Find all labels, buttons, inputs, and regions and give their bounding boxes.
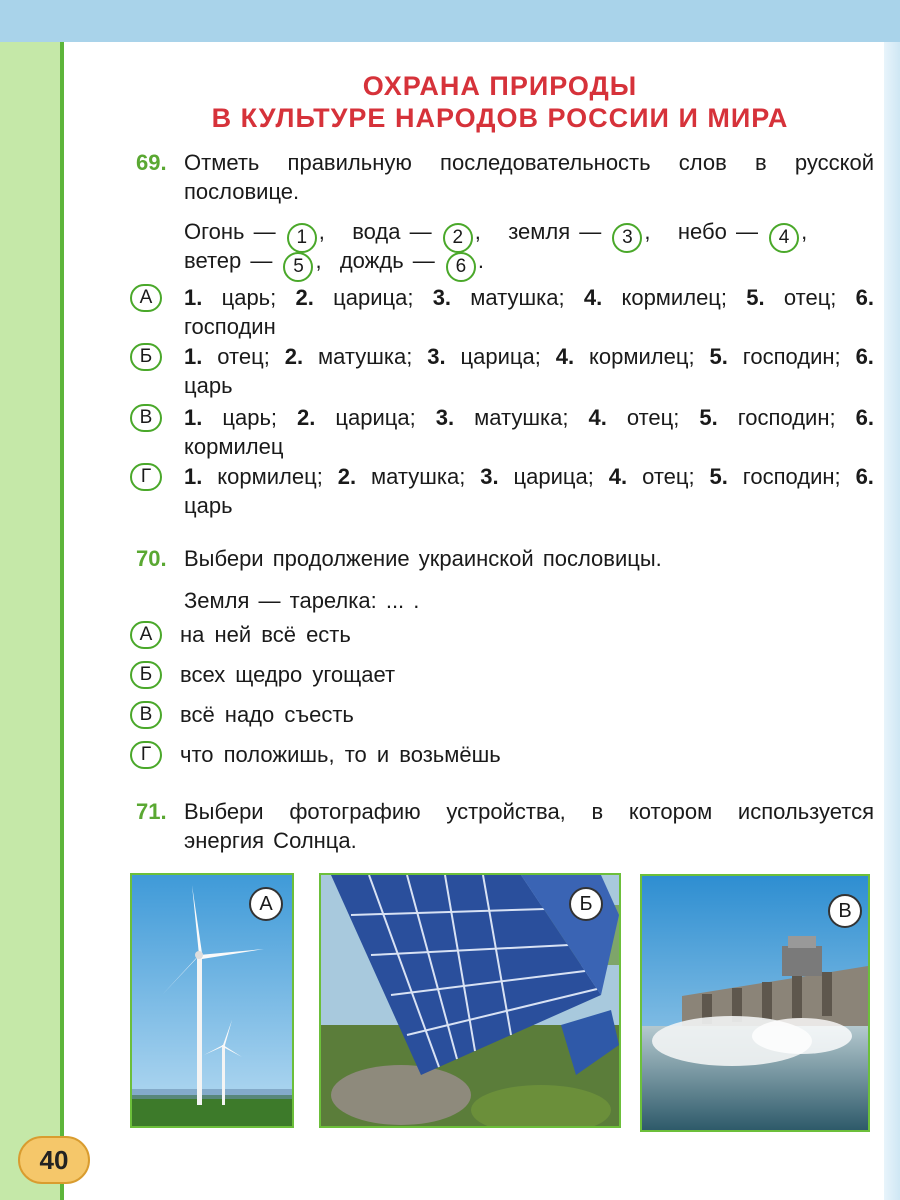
page-title <box>140 70 860 134</box>
number-circle: 4 <box>769 223 799 253</box>
option-letter[interactable]: Б <box>130 343 162 371</box>
page-title-line1: ОХРАНА ПРИРОДЫ <box>362 71 638 101</box>
proverb-70: Земля — тарелка: ... . <box>184 588 420 613</box>
number-circle: 5 <box>283 252 313 282</box>
sep: , <box>474 219 481 244</box>
option-letter[interactable]: А <box>130 621 162 649</box>
photo-solar-panels[interactable] <box>319 873 621 1128</box>
page-number: 40 <box>18 1136 90 1184</box>
option-letter[interactable]: Б <box>130 661 162 689</box>
sep: , <box>644 219 651 244</box>
right-margin-strip <box>884 42 900 1200</box>
task-number: 71. <box>136 799 167 824</box>
photo-label: В <box>828 894 862 928</box>
proverb-word: вода — <box>352 219 432 244</box>
photo-wind-turbines[interactable] <box>130 873 294 1128</box>
option-letter[interactable]: Г <box>130 741 162 769</box>
photo-label: А <box>249 887 283 921</box>
task-text: Выбери фотографию устройства, в котором используется энергия Солнца. <box>184 799 874 853</box>
proverb-word: Огонь — <box>184 219 276 244</box>
sep: , <box>318 219 325 244</box>
option-letter[interactable]: Г <box>130 463 162 491</box>
option-text: 1. отец; 2. матушка; 3. царица; 4. кормилец; 5. господин; 6. царь <box>184 344 874 398</box>
option-letter[interactable]: В <box>130 701 162 729</box>
top-band <box>0 0 900 42</box>
left-margin-strip <box>0 42 60 1200</box>
task-text: Выбери продолжение украинской пословицы. <box>184 546 662 571</box>
option-text: что положишь, то и возьмёшь <box>180 742 501 767</box>
option-letter[interactable]: В <box>130 404 162 432</box>
sep: , <box>315 248 322 273</box>
margin-line <box>60 42 64 1200</box>
number-circle: 6 <box>446 252 476 282</box>
task-text: Отметь правильную последовательность слов в русской пословице. <box>184 150 874 204</box>
option-text: 1. кормилец; 2. матушка; 3. царица; 4. отец; 5. господин; 6. царь <box>184 464 874 518</box>
proverb-69-line2 <box>184 246 484 282</box>
proverb-word: ветер — <box>184 248 273 273</box>
sep: , <box>801 219 808 244</box>
task-number: 70. <box>136 546 167 571</box>
task-number: 69. <box>136 150 167 175</box>
photo-hydroelectric-dam[interactable] <box>640 874 870 1132</box>
sep: . <box>477 248 485 273</box>
option-text: всё надо съесть <box>180 702 354 727</box>
page-title-line2: В КУЛЬТУРЕ НАРОДОВ РОССИИ И МИРА <box>211 103 789 133</box>
number-circle: 2 <box>443 223 473 253</box>
number-circle: 3 <box>612 223 642 253</box>
proverb-word: земля — <box>508 219 602 244</box>
proverb-word: небо — <box>677 219 758 244</box>
option-text: 1. царь; 2. царица; 3. матушка; 4. отец; 5. господин; 6. кормилец <box>184 405 874 459</box>
option-text: 1. царь; 2. царица; 3. матушка; 4. кормилец; 5. отец; 6. господин <box>184 285 875 339</box>
photo-label: Б <box>569 887 603 921</box>
number-circle: 1 <box>287 223 317 253</box>
proverb-word: дождь — <box>339 248 435 273</box>
option-text: всех щедро угощает <box>180 662 396 687</box>
option-letter[interactable]: А <box>130 284 162 312</box>
option-text: на ней всё есть <box>180 622 351 647</box>
